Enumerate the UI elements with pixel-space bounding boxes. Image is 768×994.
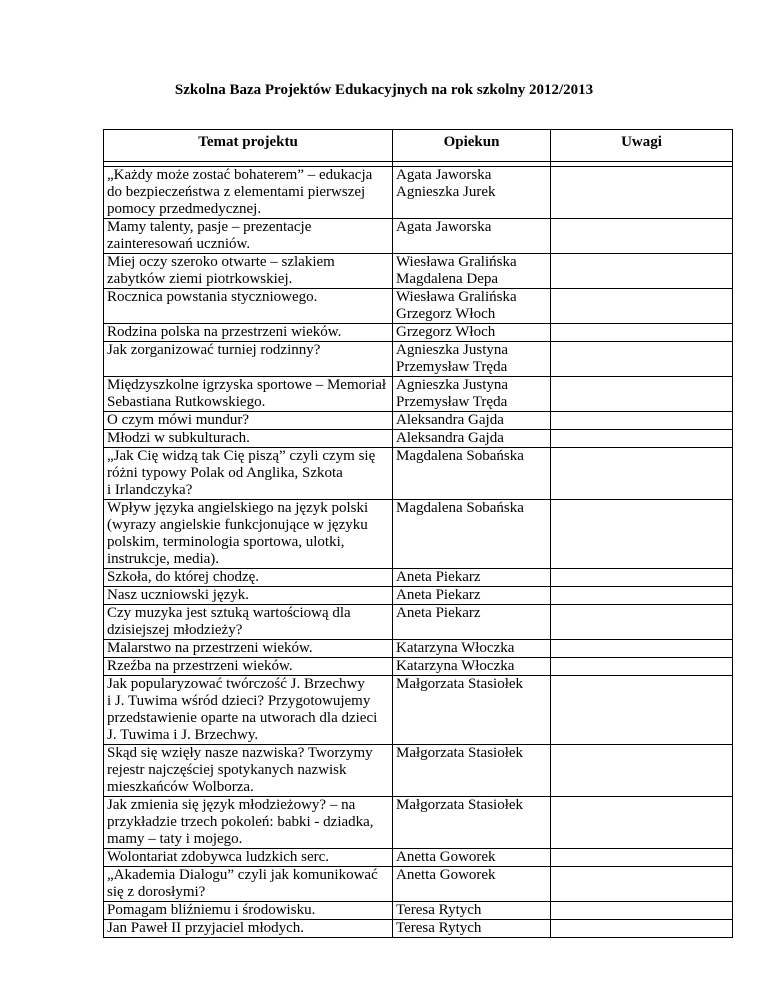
project-notes <box>551 745 733 797</box>
project-notes <box>551 412 733 430</box>
page-title: Szkolna Baza Projektów Edukacyjnych na rok szkolny 2012/2013 <box>174 82 594 98</box>
project-topic: Rodzina polska na przestrzeni wieków. <box>104 324 393 342</box>
header-notes: Uwagi <box>551 130 733 162</box>
project-tutor: Magdalena Sobańska <box>393 500 551 569</box>
table-row <box>104 254 733 289</box>
project-notes <box>551 289 733 324</box>
project-tutor: Małgorzata Stasiołek <box>393 676 551 745</box>
project-topic: Mamy talenty, pasje – prezentacje zainteresowań uczniów. <box>104 219 393 254</box>
project-notes <box>551 605 733 640</box>
project-topic: Jak zorganizować turniej rodzinny? <box>104 342 393 377</box>
project-notes <box>551 342 733 377</box>
project-notes <box>551 448 733 500</box>
project-tutor: Aleksandra Gajda <box>393 430 551 448</box>
table-row <box>104 902 733 920</box>
project-topic: Jak popularyzować twórczość J. Brzechwy i J. Tuwima wśród dzieci? Przygotowujemy przedstawienie oparte na utworach dla dzieci J. Tuwima i J. Brzechwy. <box>104 676 393 745</box>
project-tutor: Magdalena Sobańska <box>393 448 551 500</box>
project-topic: „Każdy może zostać bohaterem” – edukacja do bezpieczeństwa z elementami pierwszej pomocy przedmedycznej. <box>104 167 393 219</box>
table-row <box>104 569 733 587</box>
project-notes <box>551 797 733 849</box>
project-notes <box>551 254 733 289</box>
table-row <box>104 849 733 867</box>
project-notes <box>551 377 733 412</box>
project-tutor: Wiesława Gralińska Grzegorz Włoch <box>393 289 551 324</box>
project-tutor: Wiesława Gralińska Magdalena Depa <box>393 254 551 289</box>
table-row <box>104 500 733 569</box>
table-row <box>104 167 733 219</box>
table-row <box>104 640 733 658</box>
project-topic: Miej oczy szeroko otwarte – szlakiem zabytków ziemi piotrkowskiej. <box>104 254 393 289</box>
table-row <box>104 448 733 500</box>
project-notes <box>551 658 733 676</box>
project-topic: Rzeźba na przestrzeni wieków. <box>104 658 393 676</box>
project-topic: O czym mówi mundur? <box>104 412 393 430</box>
project-tutor: Aleksandra Gajda <box>393 412 551 430</box>
table-row <box>104 219 733 254</box>
project-tutor: Agnieszka Justyna Przemysław Tręda <box>393 342 551 377</box>
project-tutor: Agnieszka Justyna Przemysław Tręda <box>393 377 551 412</box>
table-row <box>104 587 733 605</box>
project-tutor: Katarzyna Włoczka <box>393 658 551 676</box>
project-notes <box>551 430 733 448</box>
project-notes <box>551 569 733 587</box>
table-row <box>104 430 733 448</box>
project-topic: „Jak Cię widzą tak Cię piszą” czyli czym się różni typowy Polak od Anglika, Szkota i Irlandczyka? <box>104 448 393 500</box>
project-tutor: Agata Jaworska <box>393 219 551 254</box>
project-topic: Wolontariat zdobywca ludzkich serc. <box>104 849 393 867</box>
project-topic: Malarstwo na przestrzeni wieków. <box>104 640 393 658</box>
project-tutor: Anetta Goworek <box>393 849 551 867</box>
project-topic: „Akademia Dialogu” czyli jak komunikować się z dorosłymi? <box>104 867 393 902</box>
project-topic: Pomagam bliźniemu i środowisku. <box>104 902 393 920</box>
header-row <box>104 130 733 162</box>
project-notes <box>551 867 733 902</box>
project-tutor: Grzegorz Włoch <box>393 324 551 342</box>
header-topic: Temat projektu <box>104 130 393 162</box>
table-row <box>104 289 733 324</box>
table-row <box>104 658 733 676</box>
table-row <box>104 324 733 342</box>
table-row <box>104 342 733 377</box>
project-topic: Czy muzyka jest sztuką wartościową dla dzisiejszej młodzieży? <box>104 605 393 640</box>
project-topic: Wpływ języka angielskiego na język polski (wyrazy angielskie funkcjonujące w języku polskim, terminologia sportowa, ulotki, instrukcje, media). <box>104 500 393 569</box>
table-row <box>104 867 733 902</box>
project-tutor: Teresa Rytych <box>393 902 551 920</box>
project-topic: Szkoła, do której chodzę. <box>104 569 393 587</box>
project-tutor: Teresa Rytych <box>393 920 551 938</box>
project-tutor: Aneta Piekarz <box>393 605 551 640</box>
project-notes <box>551 167 733 219</box>
project-notes <box>551 500 733 569</box>
project-notes <box>551 324 733 342</box>
project-topic: Nasz uczniowski język. <box>104 587 393 605</box>
project-topic: Rocznica powstania styczniowego. <box>104 289 393 324</box>
project-tutor: Aneta Piekarz <box>393 569 551 587</box>
project-notes <box>551 902 733 920</box>
project-topic: Jak zmienia się język młodzieżowy? – na przykładzie trzech pokoleń: babki - dziadka, mamy – taty i mojego. <box>104 797 393 849</box>
project-notes <box>551 849 733 867</box>
project-topic: Jan Paweł II przyjaciel młodych. <box>104 920 393 938</box>
project-notes <box>551 676 733 745</box>
header-tutor: Opiekun <box>393 130 551 162</box>
table-row <box>104 797 733 849</box>
project-tutor: Małgorzata Stasiołek <box>393 745 551 797</box>
projects-table <box>103 129 733 938</box>
table-body <box>104 167 733 938</box>
table-row <box>104 412 733 430</box>
project-tutor: Małgorzata Stasiołek <box>393 797 551 849</box>
table-row <box>104 377 733 412</box>
table-row <box>104 676 733 745</box>
project-tutor: Anetta Goworek <box>393 867 551 902</box>
project-notes <box>551 587 733 605</box>
project-topic: Międzyszkolne igrzyska sportowe – Memoriał Sebastiana Rutkowskiego. <box>104 377 393 412</box>
project-tutor: Agata Jaworska Agnieszka Jurek <box>393 167 551 219</box>
project-notes <box>551 219 733 254</box>
table-row <box>104 605 733 640</box>
project-topic: Skąd się wzięły nasze nazwiska? Tworzymy rejestr najczęściej spotykanych nazwisk mieszkańców Wolborza. <box>104 745 393 797</box>
project-topic: Młodzi w subkulturach. <box>104 430 393 448</box>
project-notes <box>551 920 733 938</box>
table-row <box>104 920 733 938</box>
project-tutor: Aneta Piekarz <box>393 587 551 605</box>
project-notes <box>551 640 733 658</box>
project-tutor: Katarzyna Włoczka <box>393 640 551 658</box>
table-row <box>104 745 733 797</box>
